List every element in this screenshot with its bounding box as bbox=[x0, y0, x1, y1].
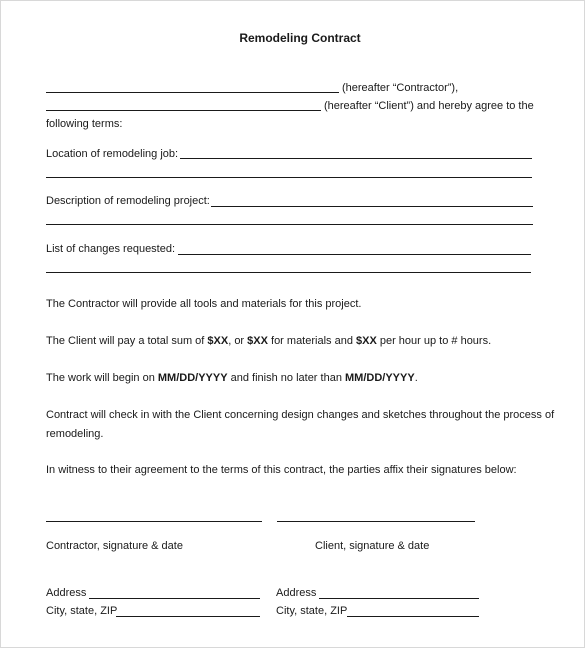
work-text-1: The work will begin on bbox=[46, 372, 158, 384]
client-name-line[interactable] bbox=[46, 110, 321, 111]
location-field-line-2[interactable] bbox=[46, 177, 532, 178]
following-terms-text: following terms: bbox=[46, 118, 123, 130]
payment-amount-3: $XX bbox=[356, 335, 377, 347]
contractor-hereafter-text: (hereafter “Contractor”), bbox=[342, 82, 459, 94]
changes-label: List of changes requested: bbox=[46, 243, 176, 255]
description-label: Description of remodeling project: bbox=[46, 195, 210, 207]
work-text-3: . bbox=[414, 372, 418, 384]
check-in-term-line1: Contract will check in with the Client concerning design changes and sketches throughout the process of bbox=[46, 409, 555, 421]
contractor-address-line[interactable] bbox=[89, 598, 260, 599]
contractor-city-label: City, state, ZIP bbox=[46, 605, 118, 617]
client-hereafter-text: (hereafter “Client”) and hereby agree to the bbox=[324, 100, 534, 112]
payment-text-3: for materials and bbox=[267, 335, 356, 347]
witness-statement: In witness to their agreement to the terms of this contract, the parties affix their signatures below: bbox=[46, 464, 517, 476]
payment-text-1: The Client will pay a total sum of bbox=[46, 335, 208, 347]
contractor-city-line[interactable] bbox=[116, 616, 260, 617]
client-address-label: Address bbox=[276, 587, 317, 599]
location-label: Location of remodeling job: bbox=[46, 148, 179, 160]
payment-text-2: , or bbox=[228, 335, 248, 347]
contractor-signature-label: Contractor, signature & date bbox=[46, 540, 183, 552]
work-text-2: and finish no later than bbox=[227, 372, 345, 384]
client-signature-line[interactable] bbox=[277, 521, 475, 522]
check-in-term-line2: remodeling. bbox=[46, 428, 104, 440]
payment-term bbox=[46, 334, 491, 348]
payment-amount-2: $XX bbox=[247, 335, 268, 347]
description-field-line[interactable] bbox=[211, 206, 533, 207]
tools-term: The Contractor will provide all tools and materials for this project. bbox=[46, 298, 362, 310]
contractor-name-line[interactable] bbox=[46, 92, 339, 93]
client-city-line[interactable] bbox=[347, 616, 479, 617]
document-title: Remodeling Contract bbox=[239, 31, 361, 45]
work-dates-term bbox=[46, 371, 418, 385]
work-end-date: MM/DD/YYYY bbox=[345, 372, 415, 384]
contractor-address-label: Address bbox=[46, 587, 87, 599]
client-city-label: City, state, ZIP bbox=[276, 605, 348, 617]
contractor-signature-line[interactable] bbox=[46, 521, 262, 522]
client-address-line[interactable] bbox=[319, 598, 479, 599]
payment-amount-1: $XX bbox=[207, 335, 229, 347]
location-field-line[interactable] bbox=[180, 158, 532, 159]
payment-text-4: per hour up to # hours. bbox=[376, 335, 492, 347]
changes-field-line[interactable] bbox=[178, 254, 531, 255]
description-field-line-2[interactable] bbox=[46, 224, 533, 225]
changes-field-line-2[interactable] bbox=[46, 272, 531, 273]
work-start-date: MM/DD/YYYY bbox=[157, 372, 228, 384]
client-signature-label: Client, signature & date bbox=[315, 540, 430, 552]
